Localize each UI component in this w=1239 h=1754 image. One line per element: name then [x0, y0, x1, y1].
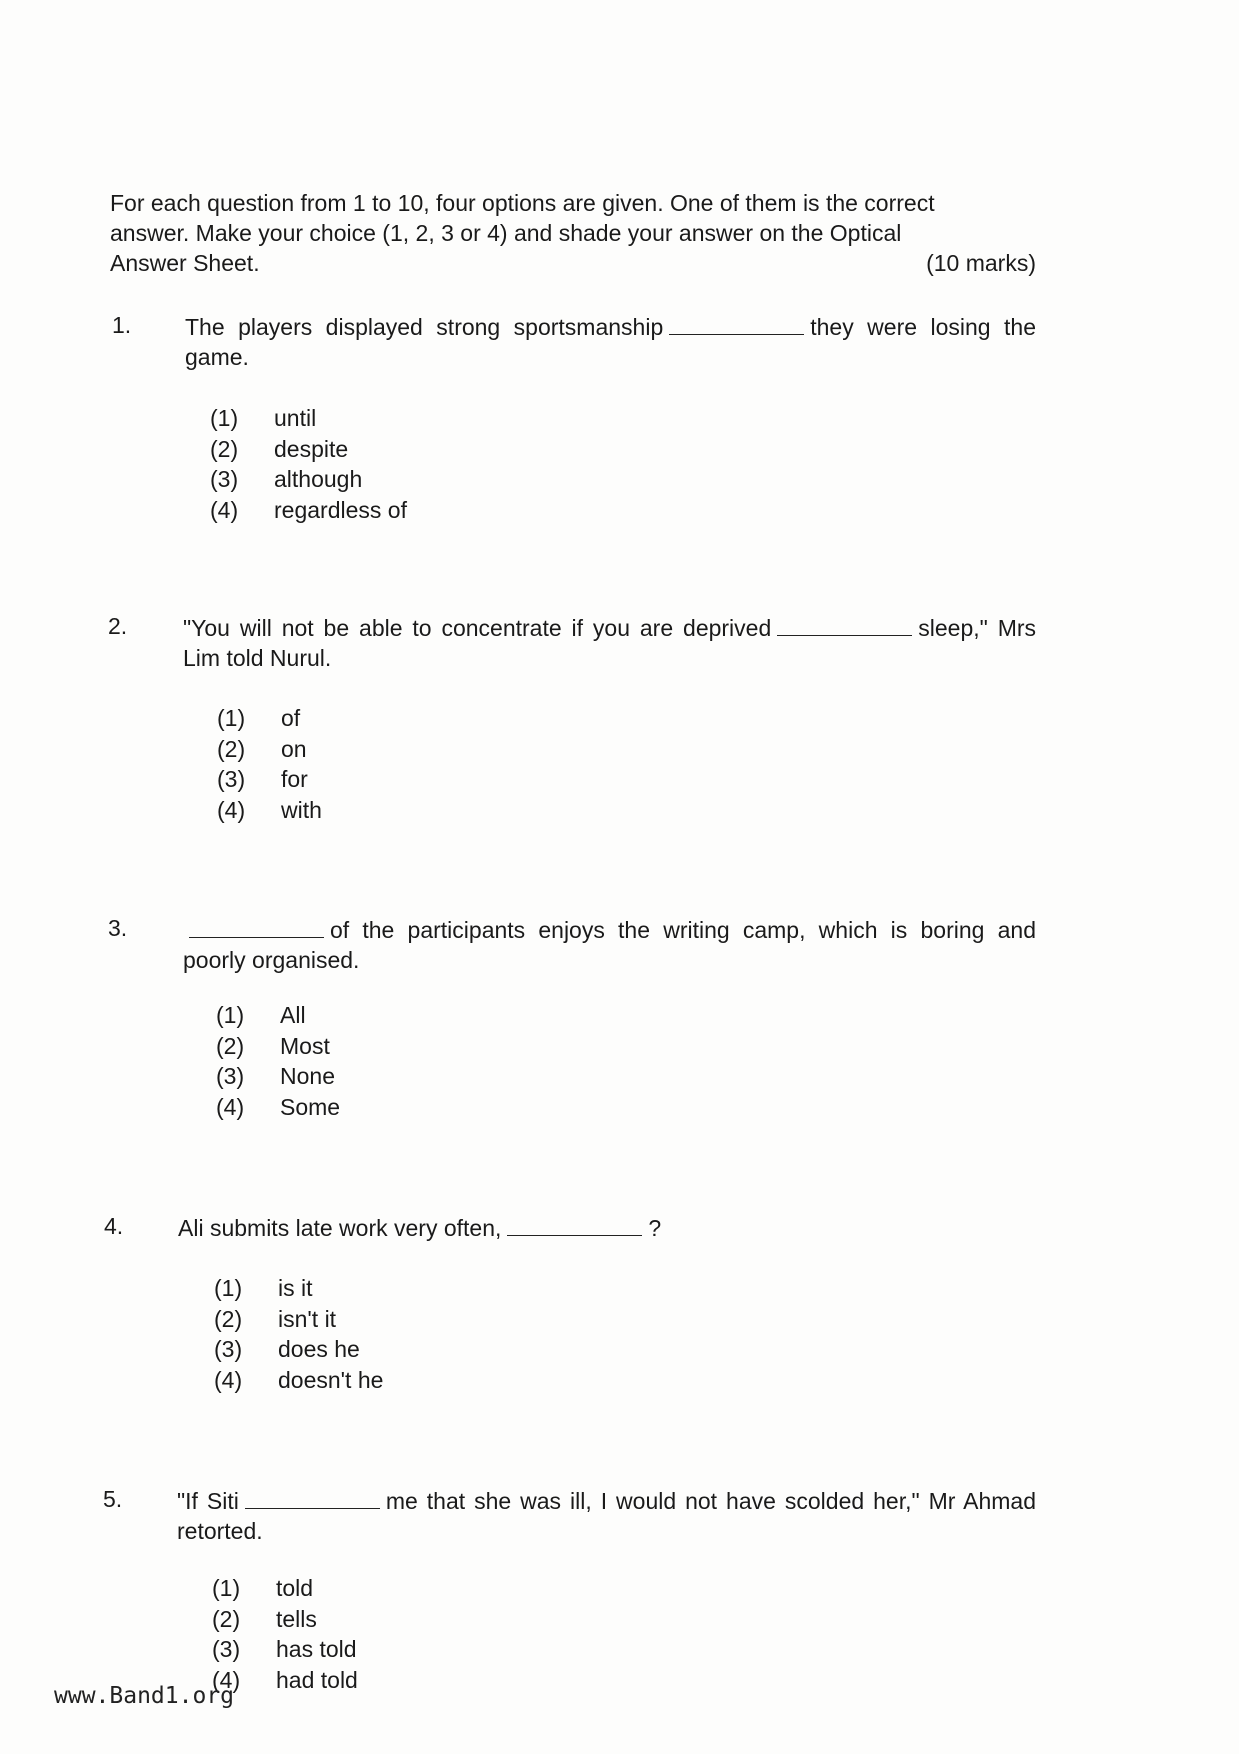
option-item	[216, 1000, 340, 1031]
option-text: with	[281, 796, 322, 823]
option-text: although	[274, 466, 363, 492]
option-text: until	[274, 405, 317, 431]
option-number: (3)	[210, 466, 239, 492]
question-text-after: sleep," Mrs Lim told Nurul.	[183, 615, 1037, 671]
option-number: (3)	[216, 1063, 245, 1089]
option-item	[217, 734, 322, 765]
option-number: (4)	[210, 496, 239, 523]
options-list	[210, 403, 407, 525]
option-item	[217, 795, 322, 826]
option-item	[210, 403, 407, 434]
question-text	[183, 915, 1036, 975]
question-text-before: "You will not be able to concentrate if you are deprived	[183, 615, 772, 641]
options-list	[212, 1573, 358, 1695]
question-number: 4.	[104, 1213, 124, 1239]
option-text: is it	[278, 1275, 313, 1301]
options-list	[214, 1273, 383, 1395]
option-number: (1)	[212, 1575, 241, 1601]
option-text: Most	[280, 1032, 330, 1059]
question-text-after: of the participants enjoys the writing camp, which is boring and poorly organised.	[183, 917, 1036, 973]
option-text: despite	[274, 435, 349, 462]
option-item	[212, 1573, 358, 1604]
answer-blank	[669, 316, 804, 335]
options-list	[216, 1000, 340, 1122]
instructions	[110, 188, 1036, 278]
question-number: 1.	[112, 312, 132, 338]
option-text: for	[281, 766, 308, 792]
question-text	[185, 312, 1036, 372]
option-number: (3)	[212, 1636, 241, 1662]
watermark: www.Band1.org	[54, 1683, 235, 1709]
question-text-after: ?	[648, 1215, 662, 1241]
option-text: isn't it	[278, 1305, 337, 1332]
option-text: doesn't he	[278, 1366, 384, 1393]
option-number: (1)	[217, 705, 246, 731]
option-item	[217, 764, 322, 795]
question-text-before: Ali submits late work very often,	[178, 1215, 502, 1241]
option-number: (1)	[216, 1002, 245, 1028]
options-list	[217, 703, 322, 825]
option-item	[214, 1304, 383, 1335]
option-item	[210, 434, 407, 465]
option-item	[212, 1634, 358, 1665]
question-text	[178, 1213, 1036, 1243]
question-number: 3.	[108, 915, 128, 941]
option-text: had told	[276, 1666, 358, 1693]
answer-blank	[777, 617, 912, 636]
option-item	[214, 1273, 383, 1304]
option-number: (4)	[217, 796, 246, 823]
question-text-after: me that she was ill, I would not have scolded her," Mr Ahmad retorted.	[177, 1488, 1036, 1544]
question-text-before: "If Siti	[177, 1488, 239, 1514]
option-item	[214, 1334, 383, 1365]
option-number: (1)	[210, 405, 239, 431]
option-number: (2)	[217, 735, 246, 762]
question-text-before: The players displayed strong sportsmanship	[185, 314, 664, 340]
option-text: told	[276, 1575, 314, 1601]
option-number: (4)	[212, 1666, 241, 1693]
option-number: (2)	[214, 1305, 243, 1332]
option-text: None	[280, 1063, 335, 1089]
option-text: on	[281, 735, 307, 762]
marks-label: (10 marks)	[926, 250, 1036, 276]
option-text: has told	[276, 1636, 357, 1662]
option-number: (4)	[216, 1093, 245, 1120]
option-item	[217, 703, 322, 734]
option-item	[210, 464, 407, 495]
option-number: (1)	[214, 1275, 243, 1301]
option-text: of	[281, 705, 301, 731]
option-item	[210, 495, 407, 526]
question-text	[177, 1486, 1036, 1546]
option-number: (4)	[214, 1366, 243, 1393]
option-item	[216, 1092, 340, 1123]
answer-blank	[507, 1217, 642, 1236]
option-number: (3)	[214, 1336, 243, 1362]
option-text: tells	[276, 1605, 317, 1632]
option-text: does he	[278, 1336, 360, 1362]
option-text: regardless of	[274, 496, 407, 523]
instructions-line: answer. Make your choice (1, 2, 3 or 4) and shade your answer on the Optical	[110, 220, 902, 246]
option-number: (2)	[212, 1605, 241, 1632]
instructions-line: Answer Sheet.	[110, 250, 260, 276]
answer-blank	[189, 919, 324, 938]
option-item	[216, 1061, 340, 1092]
option-item	[212, 1604, 358, 1635]
question-text-after: they were losing the game.	[185, 314, 1036, 370]
option-item	[216, 1031, 340, 1062]
question-number: 2.	[108, 613, 128, 639]
option-text: Some	[280, 1093, 341, 1120]
option-item	[214, 1365, 383, 1396]
option-number: (3)	[217, 766, 246, 792]
option-text: All	[280, 1002, 306, 1028]
option-number: (2)	[210, 435, 239, 462]
instructions-line: For each question from 1 to 10, four options are given. One of them is the correct	[110, 190, 935, 216]
option-number: (2)	[216, 1032, 245, 1059]
question-number: 5.	[103, 1486, 123, 1512]
answer-blank	[245, 1490, 380, 1509]
question-text	[183, 613, 1036, 673]
